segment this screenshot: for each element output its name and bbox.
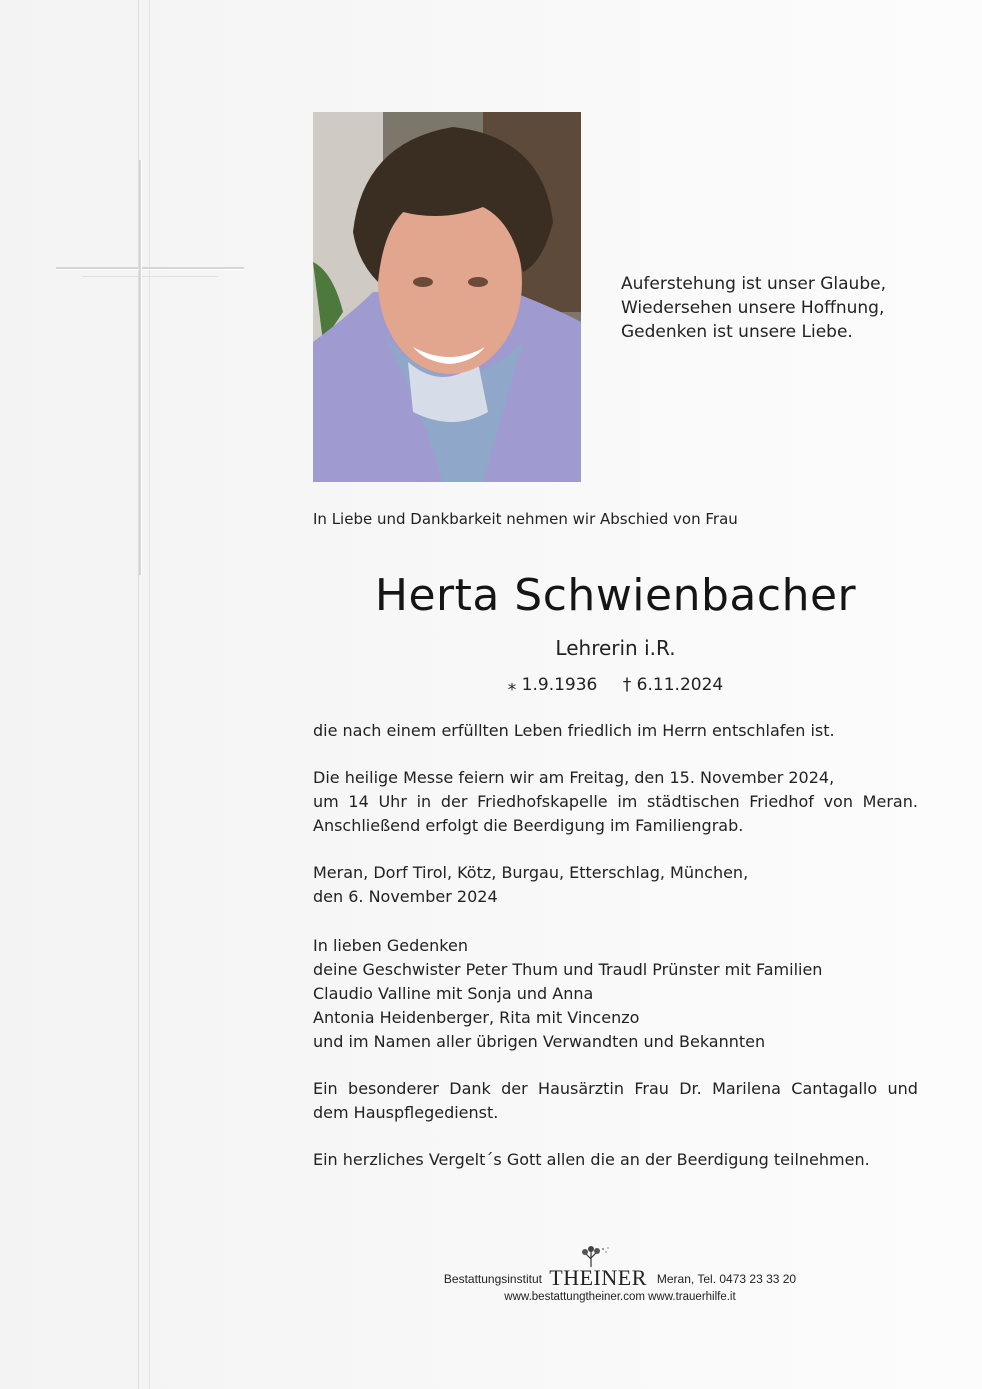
word: von — [823, 792, 853, 811]
word: in — [416, 792, 432, 811]
word: Marilena — [712, 1079, 781, 1098]
paragraph — [313, 934, 918, 1054]
birth-date: ⁎ 1.9.1936 — [507, 675, 598, 695]
word: besonderer — [348, 1079, 439, 1098]
quote-line: Wiedersehen unsere Hoffnung, — [621, 298, 885, 318]
word: im — [617, 792, 638, 811]
word: Dank — [449, 1079, 491, 1098]
text-line: Die heilige Messe feiern wir am Freitag, den 15. November 2024, — [313, 768, 835, 787]
brand-name: THEINER — [549, 1265, 647, 1290]
footer-prefix: Bestattungsinstitut — [443, 1272, 542, 1286]
word: 14 — [348, 792, 369, 811]
death-date: † 6.11.2024 — [622, 675, 724, 695]
word: und — [887, 1079, 918, 1098]
text-line: dem Hauspflegedienst. — [313, 1103, 499, 1122]
paragraph — [313, 766, 918, 838]
cross-icon-bar-shadow — [82, 276, 218, 277]
intro-text: In Liebe und Dankbarkeit nehmen wir Abschied von Frau — [313, 510, 738, 528]
cross-icon-bar — [56, 267, 244, 269]
decorative-line — [149, 0, 150, 1389]
memorial-quote — [621, 272, 886, 344]
brand-logo — [549, 1265, 653, 1290]
word: Hausärztin — [538, 1079, 624, 1098]
word: Ein — [313, 1079, 338, 1098]
paragraph — [313, 1148, 918, 1172]
word: Frau — [634, 1079, 669, 1098]
portrait-photo — [313, 112, 581, 482]
paragraph — [313, 861, 918, 909]
footer-web: www.bestattungtheiner.com www.trauerhilfe.it — [504, 1291, 736, 1303]
word: Meran. — [862, 792, 918, 811]
life-dates — [313, 675, 918, 695]
text-line: Ein herzliches Vergelt´s Gott allen die an der Beerdigung teilnehmen. — [313, 1150, 870, 1169]
text-line: In lieben Gedenken — [313, 936, 468, 955]
paragraph — [313, 1077, 918, 1125]
tree-icon — [571, 1245, 611, 1267]
word: Friedhofskapelle — [477, 792, 608, 811]
text-line: Antonia Heidenberger, Rita mit Vincenzo — [313, 1008, 640, 1027]
funeral-home-footer — [420, 1265, 820, 1303]
footer-line — [420, 1265, 820, 1291]
cross-icon — [139, 160, 141, 575]
obituary-body — [313, 719, 918, 1195]
justified-line — [313, 1077, 918, 1101]
deceased-name: Herta Schwienbacher — [374, 570, 857, 621]
text-line: den 6. November 2024 — [313, 887, 498, 906]
word: Cantagallo — [791, 1079, 878, 1098]
word: der — [440, 792, 468, 811]
word: Dr. — [679, 1079, 702, 1098]
justified-line — [313, 790, 918, 814]
quote-line: Auferstehung ist unser Glaube, — [621, 274, 886, 294]
text-line: Claudio Valline mit Sonja und Anna — [313, 984, 594, 1003]
word: der — [501, 1079, 528, 1098]
word: Uhr — [378, 792, 407, 811]
text-line: und im Namen aller übrigen Verwandten und Bekannten — [313, 1032, 766, 1051]
paragraph — [313, 719, 918, 743]
text-line: die nach einem erfüllten Leben friedlich im Herrn entschlafen ist. — [313, 721, 835, 740]
text-line: deine Geschwister Peter Thum und Traudl Prünster mit Familien — [313, 960, 823, 979]
deceased-title: Lehrerin i.R. — [555, 636, 676, 660]
word: um — [313, 792, 339, 811]
text-line: Anschließend erfolgt die Beerdigung im Familiengrab. — [313, 816, 744, 835]
quote-line: Gedenken ist unsere Liebe. — [621, 322, 853, 342]
text-line: Meran, Dorf Tirol, Kötz, Burgau, Etterschlag, München, — [313, 863, 749, 882]
word: städtischen — [647, 792, 740, 811]
footer-contact: Meran, Tel. 0473 23 33 20 — [656, 1272, 797, 1286]
word: Friedhof — [749, 792, 814, 811]
